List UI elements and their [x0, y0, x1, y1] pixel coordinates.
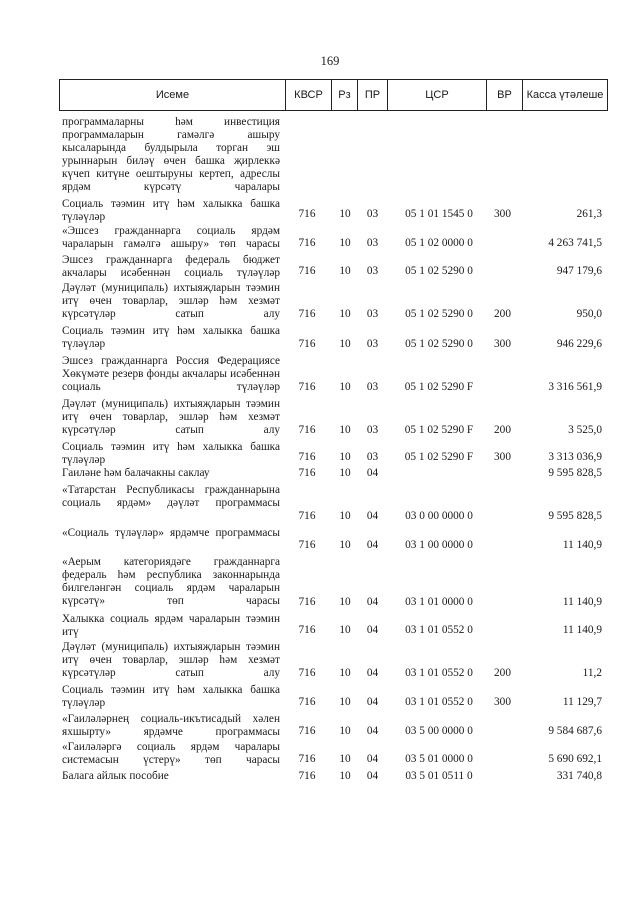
header-kvsr: КВСР	[285, 80, 331, 110]
row-csr: 05 1 02 5290 0	[405, 308, 473, 320]
row-kvsr: 716	[298, 424, 316, 436]
table-row	[0, 527, 640, 553]
row-name: Дәүләт (муниципаль) ихтыяҗларын тәэмин итү өчен товарлар, эшләр һәм хезмәт күрсәтүләр сатып алу	[62, 641, 280, 679]
row-kassa: 11,2	[582, 667, 602, 679]
row-vr: 300	[494, 208, 511, 220]
row-kassa: 261,3	[576, 208, 602, 220]
row-pr: 03	[366, 451, 379, 463]
row-pr: 04	[366, 596, 379, 608]
row-csr: 05 1 02 5290 F	[404, 424, 474, 436]
header-rz: Рз	[331, 80, 357, 110]
row-csr: 03 5 01 0000 0	[405, 753, 473, 765]
row-kvsr: 716	[298, 381, 316, 393]
header-vr: ВР	[486, 80, 522, 110]
row-csr: 05 1 02 5290 0	[405, 265, 473, 277]
row-rz: 10	[339, 667, 351, 679]
row-rz: 10	[339, 696, 351, 708]
row-kassa: 11 140,9	[562, 624, 602, 636]
row-vr: 300	[494, 338, 511, 350]
row-kvsr: 716	[298, 308, 316, 320]
row-rz: 10	[339, 624, 351, 636]
row-pr: 04	[366, 725, 379, 737]
row-csr: 03 1 01 0552 0	[405, 667, 473, 679]
row-pr: 04	[366, 624, 379, 636]
row-kvsr: 716	[298, 265, 316, 277]
row-kassa: 9 584 687,6	[548, 725, 602, 737]
row-kvsr: 716	[298, 624, 316, 636]
row-vr: 200	[494, 308, 511, 320]
row-name: Гаиләне һәм балачакны саклау	[62, 467, 210, 479]
row-kvsr: 716	[298, 237, 316, 249]
row-name: «Гаиләләрнең социаль-икътисадый хәлен яхшырту» ярдәмче программасы	[62, 713, 280, 738]
row-name: Эшсез гражданнарга Россия Федерациясе Хөкүмәте резерв фонды акчалары исәбеннән социаль түләүләр	[62, 355, 280, 393]
row-kvsr: 716	[298, 696, 316, 708]
row-csr: 05 1 02 0000 0	[405, 237, 473, 249]
row-pr: 04	[366, 696, 379, 708]
row-kassa: 947 179,6	[556, 265, 602, 277]
row-kvsr: 716	[298, 338, 316, 350]
row-rz: 10	[339, 539, 351, 551]
row-rz: 10	[339, 381, 351, 393]
row-pr: 03	[366, 424, 379, 436]
row-kvsr: 716	[298, 596, 316, 608]
row-csr: 05 1 02 5290 0	[405, 338, 473, 350]
row-kvsr: 716	[298, 539, 316, 551]
row-name: «Эшсез гражданнарга социаль ярдәм чараларын гамәлгә ашыру» төп чарасы	[62, 225, 280, 250]
row-pr: 04	[366, 770, 379, 782]
row-kassa: 11 140,9	[562, 596, 602, 608]
row-rz: 10	[339, 237, 351, 249]
table-row	[0, 254, 640, 280]
row-csr: 03 1 01 0552 0	[405, 624, 473, 636]
row-name: Социаль тәэмин итү һәм халыкка башка түләүләр	[62, 325, 280, 350]
table-row	[0, 613, 640, 639]
row-kvsr: 716	[298, 510, 316, 522]
row-kvsr: 716	[298, 725, 316, 737]
row-rz: 10	[339, 510, 351, 522]
row-kvsr: 716	[298, 467, 316, 479]
table-row	[0, 398, 640, 437]
row-pr: 03	[366, 381, 379, 393]
row-name: «Гаиләләргә социаль ярдәм чаралары системасын үстерү» төп чарасы	[62, 741, 280, 766]
row-name: Халыкка социаль ярдәм чараларын тәэмин итү	[62, 613, 280, 638]
table-row	[0, 484, 640, 523]
table-row	[0, 225, 640, 251]
row-name: «Татарстан Республикасы гражданнарына социаль ярдәм» дәүләт программасы	[62, 484, 280, 509]
row-csr: 05 1 01 1545 0	[405, 208, 473, 220]
row-kassa: 950,0	[576, 308, 602, 320]
row-vr: 300	[494, 451, 511, 463]
row-rz: 10	[339, 596, 351, 608]
row-rz: 10	[339, 308, 351, 320]
row-pr: 04	[366, 753, 379, 765]
table-row	[0, 198, 640, 224]
row-csr: 03 1 01 0552 0	[405, 696, 473, 708]
row-vr: 200	[494, 424, 511, 436]
row-kassa: 946 229,6	[556, 338, 602, 350]
row-pr: 03	[366, 308, 379, 320]
row-vr: 300	[494, 696, 511, 708]
row-pr: 03	[366, 338, 379, 350]
row-name: программаларны һәм инвестиция программаларын гамәлгә ашыру кысаларында булдырыла торган эш урыннарын биләү өчен башка җирлеккә күчеп китүне оештыруны кертеп, адреслы ярдәм күрсәтү чаралары	[62, 116, 280, 193]
row-rz: 10	[339, 208, 351, 220]
row-pr: 04	[366, 539, 379, 551]
row-name: Эшсез гражданнарга федераль бюджет акчалары исәбеннән социаль түләүләр	[62, 254, 280, 279]
table-row	[0, 741, 640, 767]
row-rz: 10	[339, 424, 351, 436]
row-pr: 03	[366, 237, 379, 249]
row-kassa: 5 690 692,1	[548, 753, 602, 765]
row-csr: 03 0 00 0000 0	[405, 510, 473, 522]
row-rz: 10	[339, 753, 351, 765]
row-kassa: 3 525,0	[568, 424, 602, 436]
row-csr: 03 1 01 0000 0	[405, 596, 473, 608]
table-row	[0, 116, 640, 194]
row-kassa: 11 140,9	[562, 539, 602, 551]
row-csr: 05 1 02 5290 F	[404, 381, 474, 393]
row-kassa: 3 316 561,9	[548, 381, 602, 393]
row-kvsr: 716	[298, 667, 316, 679]
row-name: Социаль тәэмин итү һәм халыкка башка түләүләр	[62, 441, 280, 466]
table-row	[0, 713, 640, 739]
row-pr: 03	[366, 265, 379, 277]
row-pr: 04	[366, 467, 379, 479]
row-rz: 10	[339, 770, 351, 782]
row-name: Социаль тәэмин итү һәм халыкка башка түләүләр	[62, 684, 280, 709]
row-kassa: 3 313 036,9	[548, 451, 602, 463]
row-vr: 200	[494, 667, 511, 679]
row-kvsr: 716	[298, 451, 316, 463]
header-kassa: Касса үтәлеше	[522, 80, 607, 110]
table-row	[0, 684, 640, 710]
table-row	[0, 556, 640, 608]
table-row	[0, 770, 640, 783]
row-kassa: 9 595 828,5	[548, 510, 602, 522]
row-name: «Социаль түләүләр» ярдәмче программасы	[62, 527, 280, 539]
table-row	[0, 282, 640, 321]
page-number: 169	[320, 54, 340, 68]
row-kassa: 9 595 828,5	[548, 467, 602, 479]
row-name: Социаль тәэмин итү һәм халыкка башка түләүләр	[62, 198, 280, 223]
table-row	[0, 641, 640, 680]
row-pr: 03	[366, 208, 379, 220]
row-rz: 10	[339, 338, 351, 350]
row-rz: 10	[339, 451, 351, 463]
table-row	[0, 325, 640, 351]
row-kassa: 4 263 741,5	[548, 237, 602, 249]
table-row	[0, 467, 640, 480]
row-kvsr: 716	[298, 753, 316, 765]
row-rz: 10	[339, 467, 351, 479]
row-name: Дәүләт (муниципаль) ихтыяҗларын тәэмин итү өчен товарлар, эшләр һәм хезмәт күрсәтүләр сатып алу	[62, 398, 280, 436]
header-pr: ПР	[357, 80, 387, 110]
row-kvsr: 716	[298, 770, 316, 782]
row-name: Дәүләт (муниципаль) ихтыяҗларын тәэмин итү өчен товарлар, эшләр һәм хезмәт күрсәтүләр сатып алу	[62, 282, 280, 320]
row-pr: 04	[366, 667, 379, 679]
row-kassa: 11 129,7	[562, 696, 602, 708]
row-rz: 10	[339, 265, 351, 277]
row-csr: 03 1 00 0000 0	[405, 539, 473, 551]
row-name: Балага айлык пособие	[62, 770, 169, 782]
row-csr: 03 5 00 0000 0	[405, 725, 473, 737]
row-kvsr: 716	[298, 208, 316, 220]
row-csr: 03 5 01 0511 0	[405, 770, 473, 782]
row-kassa: 331 740,8	[556, 770, 602, 782]
row-csr: 05 1 02 5290 F	[404, 451, 474, 463]
header-csr: ЦСР	[387, 80, 486, 110]
table-row	[0, 355, 640, 394]
table-row	[0, 441, 640, 467]
row-rz: 10	[339, 725, 351, 737]
row-pr: 04	[366, 510, 379, 522]
header-name: Исеме	[155, 88, 190, 101]
row-name: «Аерым категориядәге гражданнарга федераль һәм республика законнарында билгеләнгән социаль ярдәм чараларын күрсәтү» төп чарасы	[62, 556, 280, 607]
